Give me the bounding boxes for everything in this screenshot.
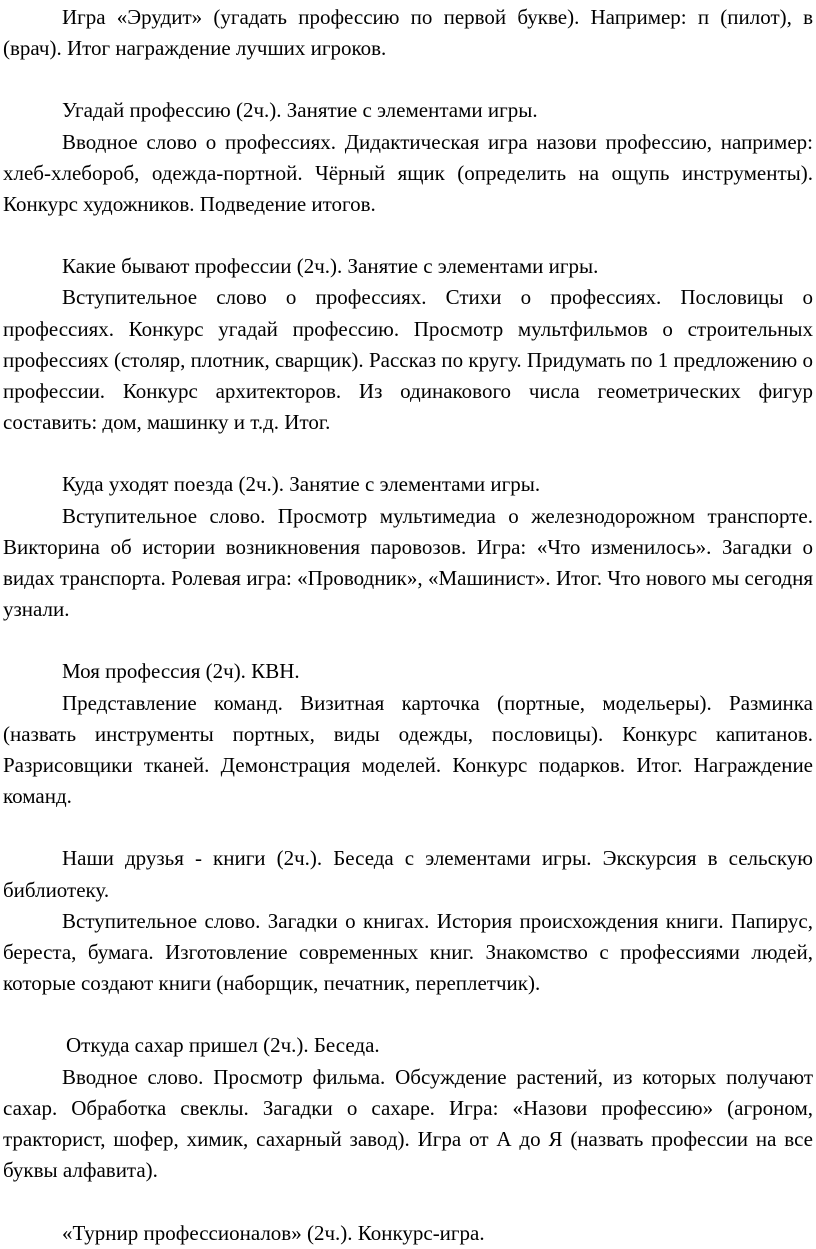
- heading-books: Наши друзья - книги (2ч.). Беседа с элементами игры. Экскурсия в сельскую библиотеку.: [3, 846, 813, 902]
- paragraph-my-profession: Представление команд. Визитная карточка (портные, модельеры). Разминка (назвать инструменты портных, виды одежды, пословицы). Конкурс капитанов. Разрисовщики тканей. Демонстрация моделей. Конкурс подарков. Итог. Награждение команд.: [3, 690, 813, 809]
- paragraph-guess-profession: Вводное слово о профессиях. Дидактическая игра назови профессию, например: хлеб-хлебороб, одежда-портной. Чёрный ящик (определить на ощупь инструменты). Конкурс художников. Подведение итогов.: [3, 129, 813, 217]
- heading-my-profession: Моя профессия (2ч). КВН.: [62, 659, 300, 684]
- heading-trains: Куда уходят поезда (2ч.). Занятие с элементами игры.: [62, 472, 541, 497]
- heading-guess-profession: Угадай профессию (2ч.). Занятие с элементами игры.: [62, 98, 538, 123]
- heading-sugar: Откуда сахар пришел (2ч.). Беседа.: [66, 1033, 380, 1058]
- paragraph-erudit-game: Игра «Эрудит» (угадать профессию по первой букве). Например: п (пилот), в (врач). Итог награждение лучших игроков.: [3, 5, 813, 61]
- paragraph-sugar: Вводное слово. Просмотр фильма. Обсуждение растений, из которых получают сахар. Обработка свеклы. Загадки о сахаре. Игра: «Назови профессию» (агроном, тракторист, шофер, химик, сахарный завод). Игра от А до Я (назвать профессии на все буквы алфавита).: [3, 1064, 813, 1183]
- paragraph-what-professions: Вступительное слово о профессиях. Стихи о профессиях. Пословицы о профессиях. Конкурс угадай профессию. Просмотр мультфильмов о строительных профессиях (столяр, плотник, сварщик). Рассказ по кругу. Придумать по 1 предложению о профессии. Конкурс архитекторов. Из одинакового числа геометрических фигур составить: дом, машинку и т.д. Итог.: [3, 285, 813, 435]
- paragraph-books: Вступительное слово. Загадки о книгах. История происхождения книги. Папирус, береста, бумага. Изготовление современных книг. Знакомство с профессиями людей, которые создают книги (наборщик, печатник, переплетчик).: [3, 908, 813, 996]
- heading-tournament: «Турнир профессионалов» (2ч.). Конкурс-игра.: [62, 1220, 485, 1245]
- paragraph-trains: Вступительное слово. Просмотр мультимедиа о железнодорожном транспорте. Викторина об истории возникновения паровозов. Игра: «Что изменилось». Загадки о видах транспорта. Ролевая игра: «Проводник», «Машинист». Итог. Что нового мы сегодня узнали.: [3, 503, 813, 622]
- heading-what-professions: Какие бывают профессии (2ч.). Занятие с элементами игры.: [62, 254, 599, 279]
